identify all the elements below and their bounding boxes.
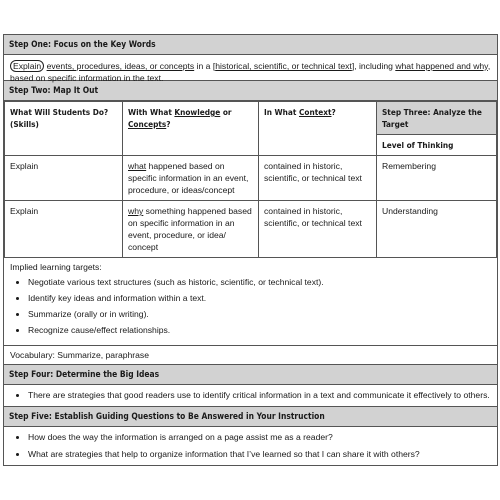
step-one-header: Step One: Focus on the Key Words xyxy=(4,35,497,55)
col-context-header: In What Context? xyxy=(259,102,377,156)
implied-targets-label: Implied learning targets: xyxy=(10,262,102,272)
table-row: Explain what happened based on specific information in an event, procedure, or ideas/concept contained in historic, scientific, or technical text Remembering xyxy=(5,156,497,201)
step-one-text: Explain events, procedures, ideas, or concepts in a [historical, scientific, or technical text], including what happened and why, based on specific information in the text. xyxy=(4,55,497,81)
keyword-text-type: historical, scientific, or technical text xyxy=(215,61,352,71)
keyword-concepts: events, procedures, ideas, or concepts xyxy=(46,61,195,71)
vocabulary-line: Vocabulary: Summarize, paraphrase xyxy=(4,346,497,365)
implied-targets xyxy=(4,258,497,346)
step-five-body xyxy=(4,427,497,465)
implied-targets-list xyxy=(10,277,491,336)
list-item: • Identify key ideas and information within a text. xyxy=(28,293,491,304)
list-item: • Negotiate various text structures (such as historic, scientific, or technical text). xyxy=(28,277,491,288)
step-five-header: Step Five: Establish Guiding Questions to Be Answered in Your Instruction xyxy=(4,407,497,427)
list-item: • Summarize (orally or in writing). xyxy=(28,309,491,320)
list-item: • There are strategies that good readers use to identify critical information in a text and communicate it effectively to others. xyxy=(28,390,491,401)
step-four-header: Step Four: Determine the Big Ideas xyxy=(4,365,497,385)
col-skills-header: What Will Students Do? (Skills) xyxy=(5,102,123,156)
circled-keyword: Explain xyxy=(10,60,44,72)
keyword-what-why: what happened and why xyxy=(395,61,488,71)
level-of-thinking-header: Level of Thinking xyxy=(377,135,497,156)
table-row: Explain why something happened based on specific information in an event, procedure, or idea/ concept contained in historic, scientific, or technical text Understanding xyxy=(5,201,497,258)
list-item: • Recognize cause/effect relationships. xyxy=(28,325,491,336)
planning-template xyxy=(3,34,498,466)
map-table xyxy=(4,101,497,258)
col-knowledge-header: With What Knowledge or Concepts? xyxy=(123,102,259,156)
step-two-header: Step Two: Map It Out xyxy=(4,81,497,101)
list-item: • How does the way the information is arranged on a page assist me as a reader? xyxy=(28,432,491,443)
list-item: • What are strategies that help to organize information that I’ve learned so that I can share it with others? xyxy=(28,449,491,460)
step-four-body xyxy=(4,385,497,407)
step-three-header: Step Three: Analyze the Target xyxy=(377,102,497,135)
